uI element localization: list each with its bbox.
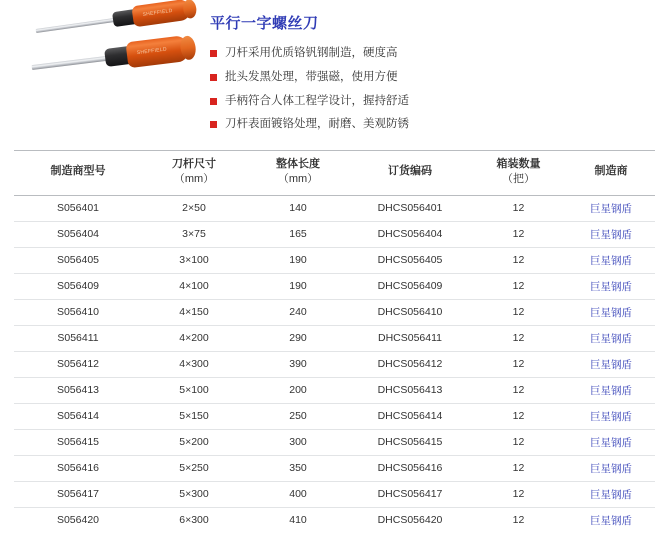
square-bullet-icon bbox=[210, 50, 217, 57]
column-header-box-qty bbox=[470, 151, 567, 196]
cell-model: S056404 bbox=[14, 221, 142, 247]
square-bullet-icon bbox=[210, 74, 217, 81]
feature-text: 手柄符合人体工程学设计，握持舒适 bbox=[225, 94, 409, 107]
cell-manufacturer: 巨星钢盾 bbox=[567, 377, 655, 403]
column-header-order-code bbox=[350, 151, 470, 196]
column-header-total-length bbox=[246, 151, 350, 196]
cell-total-length: 165 bbox=[246, 221, 350, 247]
cell-manufacturer: 巨星钢盾 bbox=[567, 351, 655, 377]
feature-text: 批头发黑处理，带强磁，使用方便 bbox=[225, 70, 398, 83]
product-header-section bbox=[0, 0, 669, 140]
feature-item bbox=[210, 47, 655, 61]
product-info bbox=[204, 10, 655, 140]
cell-box-qty: 12 bbox=[470, 455, 567, 481]
cell-box-qty: 12 bbox=[470, 429, 567, 455]
feature-item bbox=[210, 71, 655, 85]
cell-box-qty: 12 bbox=[470, 351, 567, 377]
cell-order-code: DHCS056411 bbox=[350, 325, 470, 351]
column-header-model-line1: 制造商型号 bbox=[50, 165, 106, 178]
cell-model: S056411 bbox=[14, 325, 142, 351]
cell-shaft-size: 5×200 bbox=[142, 429, 246, 455]
specifications-table-wrapper bbox=[14, 150, 655, 533]
column-header-total-length-line2: （mm） bbox=[277, 172, 319, 185]
cell-model: S056414 bbox=[14, 403, 142, 429]
cell-shaft-size: 5×150 bbox=[142, 403, 246, 429]
brand-text-top: SHEFFIELD bbox=[142, 7, 174, 19]
cell-box-qty: 12 bbox=[470, 377, 567, 403]
cell-total-length: 190 bbox=[246, 273, 350, 299]
cell-model: S056410 bbox=[14, 299, 142, 325]
cell-shaft-size: 4×100 bbox=[142, 273, 246, 299]
square-bullet-icon bbox=[210, 121, 217, 128]
cell-box-qty: 12 bbox=[470, 247, 567, 273]
cell-manufacturer: 巨星钢盾 bbox=[567, 455, 655, 481]
cell-box-qty: 12 bbox=[470, 481, 567, 507]
cell-shaft-size: 5×300 bbox=[142, 481, 246, 507]
cell-shaft-size: 3×75 bbox=[142, 221, 246, 247]
cell-order-code: DHCS056410 bbox=[350, 299, 470, 325]
cell-box-qty: 12 bbox=[512, 514, 525, 527]
cell-order-code: DHCS056412 bbox=[350, 351, 470, 377]
cell-manufacturer: 巨星钢盾 bbox=[567, 195, 655, 221]
table-row bbox=[14, 429, 655, 455]
screwdriver-shaft-top bbox=[36, 17, 118, 32]
cell-total-length: 240 bbox=[246, 299, 350, 325]
cell-order-code: DHCS056404 bbox=[350, 221, 470, 247]
cell-order-code: DHCS056405 bbox=[350, 247, 470, 273]
table-header bbox=[14, 151, 655, 196]
cell-manufacturer: 巨星钢盾 bbox=[567, 273, 655, 299]
cell-total-length: 140 bbox=[246, 195, 350, 221]
column-header-box-qty-line2: （把） bbox=[502, 172, 535, 185]
cell-model: S056416 bbox=[14, 455, 142, 481]
table-row bbox=[14, 195, 655, 221]
cell-box-qty: 12 bbox=[470, 273, 567, 299]
feature-item bbox=[210, 118, 655, 132]
cell-shaft-size: 4×200 bbox=[142, 325, 246, 351]
table-row bbox=[14, 507, 655, 533]
page-title: 平行一字螺丝刀 bbox=[210, 15, 319, 32]
cell-manufacturer: 巨星钢盾 bbox=[567, 481, 655, 507]
specifications-table bbox=[14, 150, 655, 533]
table-row bbox=[14, 247, 655, 273]
table-row bbox=[14, 273, 655, 299]
cell-order-code: DHCS056401 bbox=[350, 195, 470, 221]
cell-model: S056420 bbox=[56, 514, 100, 527]
column-header-shaft-size-line1: 刀杆尺寸 bbox=[172, 158, 216, 170]
cell-order-code: DHCS056417 bbox=[350, 481, 470, 507]
cell-box-qty: 12 bbox=[470, 403, 567, 429]
cell-box-qty: 12 bbox=[470, 195, 567, 221]
table-row bbox=[14, 325, 655, 351]
cell-order-code: DHCS056414 bbox=[350, 403, 470, 429]
cell-box-qty: 12 bbox=[470, 299, 567, 325]
cell-total-length: 410 bbox=[289, 514, 307, 527]
table-row bbox=[14, 403, 655, 429]
cell-model: S056413 bbox=[14, 377, 142, 403]
feature-text: 刀杆表面镀铬处理，耐磨、美观防锈 bbox=[225, 118, 409, 131]
table-row bbox=[14, 221, 655, 247]
feature-item bbox=[210, 95, 655, 109]
cell-manufacturer: 巨星钢盾 bbox=[567, 221, 655, 247]
cell-total-length: 190 bbox=[246, 247, 350, 273]
table-row bbox=[14, 377, 655, 403]
cell-manufacturer: 巨星钢盾 bbox=[567, 403, 655, 429]
column-header-shaft-size-line2: （mm） bbox=[173, 172, 215, 185]
table-row bbox=[14, 299, 655, 325]
cell-model: S056409 bbox=[14, 273, 142, 299]
cell-order-code: DHCS056416 bbox=[350, 455, 470, 481]
cell-shaft-size: 3×100 bbox=[142, 247, 246, 273]
cell-order-code: DHCS056420 bbox=[377, 514, 443, 527]
cell-model: S056412 bbox=[14, 351, 142, 377]
cell-total-length: 200 bbox=[246, 377, 350, 403]
cell-manufacturer: 巨星钢盾 bbox=[567, 299, 655, 325]
cell-shaft-size: 5×100 bbox=[142, 377, 246, 403]
column-header-box-qty-line1: 箱装数量 bbox=[496, 158, 541, 170]
table-row bbox=[14, 455, 655, 481]
table-row bbox=[14, 481, 655, 507]
cell-box-qty: 12 bbox=[470, 221, 567, 247]
cell-total-length: 300 bbox=[246, 429, 350, 455]
cell-model: S056417 bbox=[14, 481, 142, 507]
column-header-manufacturer bbox=[567, 151, 655, 196]
column-header-model bbox=[14, 151, 142, 196]
cell-model: S056415 bbox=[14, 429, 142, 455]
square-bullet-icon bbox=[210, 98, 217, 105]
cell-manufacturer: 巨星钢盾 bbox=[590, 514, 632, 527]
cell-manufacturer: 巨星钢盾 bbox=[567, 325, 655, 351]
cell-order-code: DHCS056415 bbox=[350, 429, 470, 455]
column-header-shaft-size bbox=[142, 151, 246, 196]
cell-order-code: DHCS056409 bbox=[350, 273, 470, 299]
feature-text: 刀杆采用优质铬钒钢制造，硬度高 bbox=[225, 47, 398, 59]
cell-shaft-size: 6×300 bbox=[179, 514, 209, 527]
cell-total-length: 390 bbox=[246, 351, 350, 377]
cell-total-length: 400 bbox=[246, 481, 350, 507]
column-header-order-code-line1: 订货编码 bbox=[388, 165, 432, 178]
cell-total-length: 350 bbox=[246, 455, 350, 481]
cell-manufacturer: 巨星钢盾 bbox=[567, 247, 655, 273]
cell-total-length: 250 bbox=[246, 403, 350, 429]
cell-shaft-size: 2×50 bbox=[142, 195, 246, 221]
cell-model: S056405 bbox=[14, 247, 142, 273]
product-photo bbox=[14, 7, 204, 140]
cell-manufacturer: 巨星钢盾 bbox=[567, 429, 655, 455]
cell-model: S056401 bbox=[14, 195, 142, 221]
cell-shaft-size: 4×300 bbox=[142, 351, 246, 377]
column-header-manufacturer-line1: 制造商 bbox=[594, 165, 628, 178]
screwdriver-shaft-bottom bbox=[31, 55, 109, 69]
table-body bbox=[14, 195, 655, 533]
cell-shaft-size: 5×250 bbox=[142, 455, 246, 481]
column-header-total-length-line1: 整体长度 bbox=[276, 158, 320, 170]
cell-order-code: DHCS056413 bbox=[350, 377, 470, 403]
cell-box-qty: 12 bbox=[470, 325, 567, 351]
brand-text-bottom: SHEFFIELD bbox=[136, 46, 168, 57]
table-header-row bbox=[14, 151, 655, 196]
cell-total-length: 290 bbox=[246, 325, 350, 351]
cell-shaft-size: 4×150 bbox=[142, 299, 246, 325]
table-row bbox=[14, 351, 655, 377]
